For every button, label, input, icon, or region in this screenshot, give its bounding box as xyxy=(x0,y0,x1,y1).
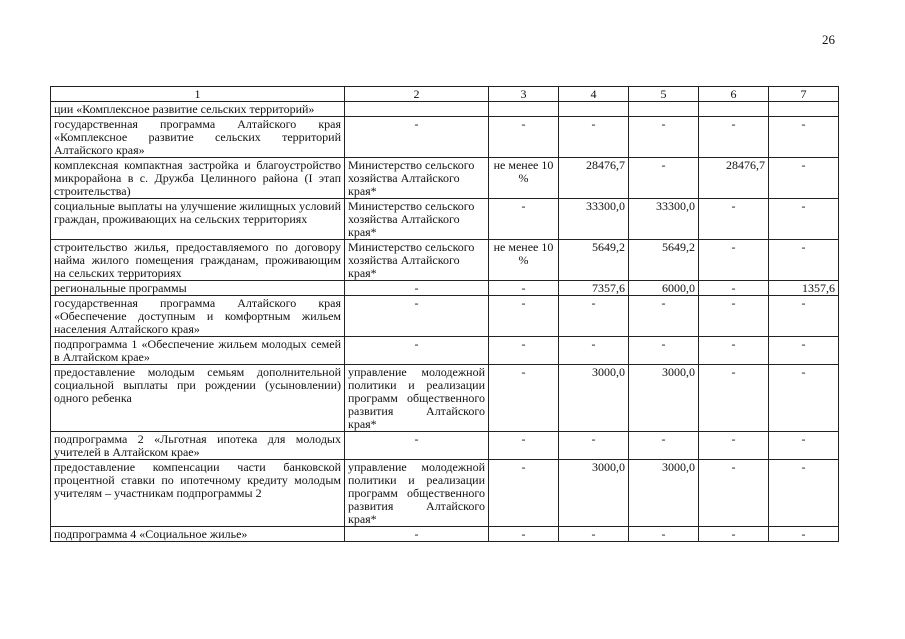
responsible-cell: - xyxy=(345,296,489,337)
other-source-cell: - xyxy=(769,296,839,337)
total-cell: 3000,0 xyxy=(559,365,629,432)
regional-budget-cell: 33300,0 xyxy=(629,199,699,240)
federal-budget-cell: - xyxy=(699,432,769,460)
federal-budget-cell: - xyxy=(699,337,769,365)
column-header: 5 xyxy=(629,87,699,102)
regional-budget-cell: - xyxy=(629,117,699,158)
federal-budget-cell: - xyxy=(699,296,769,337)
column-header: 1 xyxy=(51,87,345,102)
other-source-cell: - xyxy=(769,365,839,432)
table-row xyxy=(51,296,839,337)
other-source-cell: - xyxy=(769,527,839,542)
regional-budget-cell: - xyxy=(629,296,699,337)
total-cell: 7357,6 xyxy=(559,281,629,296)
regional-budget-cell: 3000,0 xyxy=(629,460,699,527)
federal-budget-cell: - xyxy=(699,365,769,432)
other-source-cell xyxy=(769,102,839,117)
responsible-cell: Министерство сельского хозяйства Алтайского края* xyxy=(345,158,489,199)
regional-budget-cell: 6000,0 xyxy=(629,281,699,296)
program-name-cell: предоставление компенсации части банковской процентной ставки по ипотечному кредиту молодым учителям – участникам подпрограммы 2 xyxy=(51,460,345,527)
table-row xyxy=(51,365,839,432)
federal-budget-cell: - xyxy=(699,460,769,527)
table-row xyxy=(51,240,839,281)
cofinancing-cell: не менее 10 % xyxy=(489,240,559,281)
federal-budget-cell: - xyxy=(699,527,769,542)
program-name-cell: ции «Комплексное развитие сельских территорий» xyxy=(51,102,345,117)
table-row xyxy=(51,337,839,365)
column-header: 3 xyxy=(489,87,559,102)
total-cell: 3000,0 xyxy=(559,460,629,527)
regional-budget-cell: - xyxy=(629,432,699,460)
program-name-cell: предоставление молодым семьям дополнительной социальной выплаты при рождении (усыновлении) одного ребенка xyxy=(51,365,345,432)
program-name-cell: региональные программы xyxy=(51,281,345,296)
federal-budget-cell: - xyxy=(699,281,769,296)
regional-budget-cell xyxy=(629,102,699,117)
regional-budget-cell: 3000,0 xyxy=(629,365,699,432)
column-header: 6 xyxy=(699,87,769,102)
responsible-cell: Министерство сельского хозяйства Алтайского края* xyxy=(345,199,489,240)
other-source-cell: - xyxy=(769,117,839,158)
cofinancing-cell: - xyxy=(489,460,559,527)
responsible-cell: управление молодежной политики и реализации программ общественного развития Алтайского края* xyxy=(345,460,489,527)
regional-budget-cell: - xyxy=(629,527,699,542)
table-row xyxy=(51,158,839,199)
total-cell: - xyxy=(559,337,629,365)
table-row xyxy=(51,199,839,240)
page-number: 26 xyxy=(822,32,835,47)
cofinancing-cell: - xyxy=(489,117,559,158)
responsible-cell: - xyxy=(345,281,489,296)
cofinancing-cell: - xyxy=(489,365,559,432)
total-cell: - xyxy=(559,296,629,337)
other-source-cell: 1357,6 xyxy=(769,281,839,296)
responsible-cell: - xyxy=(345,527,489,542)
program-name-cell: строительство жилья, предоставляемого по договору найма жилого помещения гражданам, проживающим на сельских территориях xyxy=(51,240,345,281)
table-row xyxy=(51,460,839,527)
total-cell: 5649,2 xyxy=(559,240,629,281)
header-row xyxy=(51,87,839,102)
responsible-cell: - xyxy=(345,117,489,158)
total-cell: 28476,7 xyxy=(559,158,629,199)
federal-budget-cell: 28476,7 xyxy=(699,158,769,199)
program-name-cell: социальные выплаты на улучшение жилищных условий граждан, проживающих на сельских территориях xyxy=(51,199,345,240)
program-name-cell: подпрограмма 1 «Обеспечение жильем молодых семей в Алтайском крае» xyxy=(51,337,345,365)
program-name-cell: государственная программа Алтайского края «Обеспечение доступным и комфортным жильем населения Алтайского края» xyxy=(51,296,345,337)
total-cell: - xyxy=(559,527,629,542)
cofinancing-cell: - xyxy=(489,432,559,460)
responsible-cell: Министерство сельского хозяйства Алтайского края* xyxy=(345,240,489,281)
cofinancing-cell xyxy=(489,102,559,117)
other-source-cell: - xyxy=(769,158,839,199)
federal-budget-cell: - xyxy=(699,199,769,240)
table-row xyxy=(51,432,839,460)
other-source-cell: - xyxy=(769,432,839,460)
table-row xyxy=(51,102,839,117)
table-row xyxy=(51,281,839,296)
table-row xyxy=(51,527,839,542)
regional-budget-cell: - xyxy=(629,158,699,199)
table-row xyxy=(51,117,839,158)
column-header: 4 xyxy=(559,87,629,102)
cofinancing-cell: - xyxy=(489,296,559,337)
other-source-cell: - xyxy=(769,337,839,365)
cofinancing-cell: - xyxy=(489,337,559,365)
total-cell: 33300,0 xyxy=(559,199,629,240)
total-cell xyxy=(559,102,629,117)
federal-budget-cell: - xyxy=(699,240,769,281)
column-header: 7 xyxy=(769,87,839,102)
responsible-cell: управление молодежной политики и реализации программ общественного развития Алтайского края* xyxy=(345,365,489,432)
program-name-cell: комплексная компактная застройка и благоустройство микрорайона в с. Дружба Целинного района (I этап строительства) xyxy=(51,158,345,199)
program-name-cell: подпрограмма 4 «Социальное жилье» xyxy=(51,527,345,542)
federal-budget-cell xyxy=(699,102,769,117)
program-name-cell: подпрограмма 2 «Льготная ипотека для молодых учителей в Алтайском крае» xyxy=(51,432,345,460)
total-cell: - xyxy=(559,117,629,158)
responsible-cell: - xyxy=(345,432,489,460)
column-header: 2 xyxy=(345,87,489,102)
responsible-cell: - xyxy=(345,337,489,365)
other-source-cell: - xyxy=(769,240,839,281)
regional-budget-cell: - xyxy=(629,337,699,365)
regional-budget-cell: 5649,2 xyxy=(629,240,699,281)
cofinancing-cell: - xyxy=(489,281,559,296)
federal-budget-cell: - xyxy=(699,117,769,158)
cofinancing-cell: не менее 10 % xyxy=(489,158,559,199)
cofinancing-cell: - xyxy=(489,199,559,240)
responsible-cell xyxy=(345,102,489,117)
program-name-cell: государственная программа Алтайского края «Комплексное развитие сельских территорий Алтайского края» xyxy=(51,117,345,158)
cofinancing-cell: - xyxy=(489,527,559,542)
other-source-cell: - xyxy=(769,199,839,240)
program-funding-table xyxy=(50,86,839,542)
other-source-cell: - xyxy=(769,460,839,527)
total-cell: - xyxy=(559,432,629,460)
